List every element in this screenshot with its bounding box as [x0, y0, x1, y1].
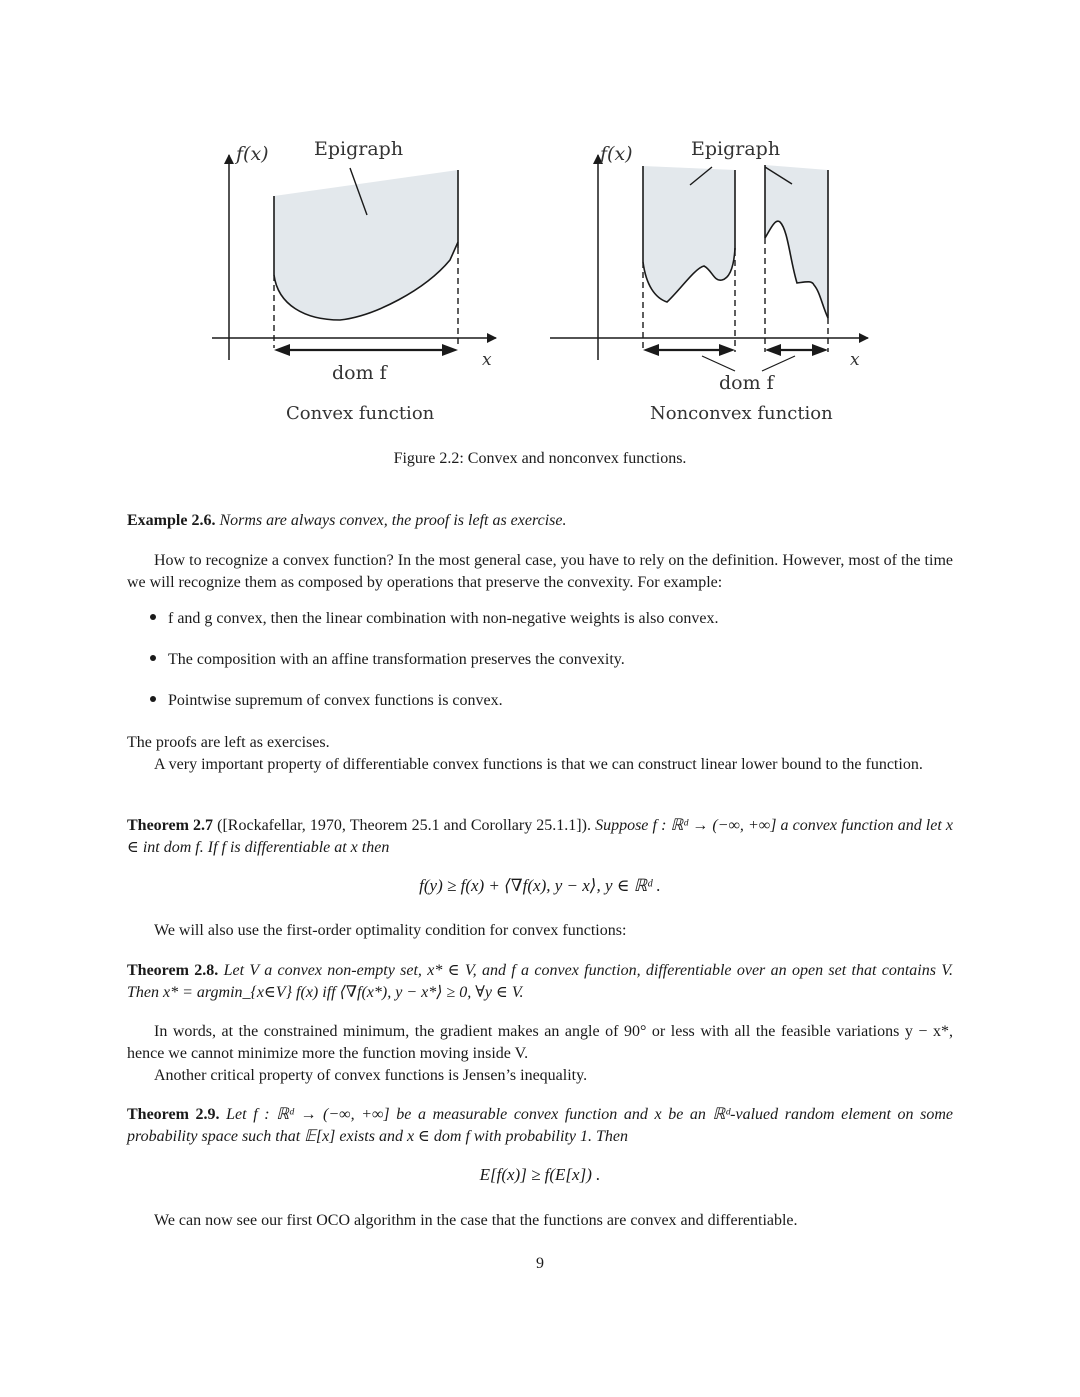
figure-caption: Figure 2.2: Convex and nonconvex functions. — [393, 450, 687, 467]
nonconvex-panel-title: Nonconvex function — [650, 403, 833, 424]
convex-y-axis-label: f(x) — [236, 143, 269, 165]
theorem-statement: Suppose f : ℝᵈ → (−∞, +∞] a convex function and let x ∈ int dom f. If f is differentiable at x then — [127, 817, 953, 856]
page-number: 9 — [536, 1255, 544, 1272]
convex-x-axis-label: x — [482, 350, 492, 370]
theorem-2-9-equation: E[f(x)] ≥ f(E[x]) . — [479, 1165, 601, 1184]
bullet-item: The composition with an affine transformation preserves the convexity. — [150, 651, 625, 669]
bullet-item: f and g convex, then the linear combination with non-negative weights is also convex. — [150, 610, 719, 628]
theorem-2-7-equation: f(y) ≥ f(x) + ⟨∇f(x), y − x⟩, y ∈ ℝᵈ . — [419, 876, 661, 895]
theorem-label: Theorem 2.8. — [127, 962, 219, 979]
paragraph-in-words: In words, at the constrained minimum, the gradient makes an angle of 90° or less with all the feasible variations y − x*, hence we cannot minimize more the function moving inside V. — [127, 1023, 953, 1062]
theorem-label: Theorem 2.7 — [127, 817, 214, 834]
nonconvex-x-axis-label: x — [850, 350, 860, 370]
nonconvex-y-axis-label: f(x) — [600, 143, 633, 165]
theorem-citation: ([Rockafellar, 1970, Theorem 25.1 and Corollary 25.1.1]). — [217, 817, 591, 834]
convex-epigraph-label: Epigraph — [314, 138, 404, 160]
paragraph-jensen: Another critical property of convex functions is Jensen’s inequality. — [154, 1067, 588, 1084]
convex-domain-label: dom f — [332, 362, 387, 384]
paragraph-first-order: We will also use the first-order optimality condition for convex functions: — [154, 922, 627, 939]
paragraph-property: A very important property of differentiable convex functions is that we can construct linear lower bound to the function. — [154, 756, 923, 773]
figure-convex-nonconvex — [200, 130, 900, 440]
bullet-icon — [150, 614, 156, 620]
figure-drawing — [200, 130, 900, 440]
paragraph-oco: We can now see our first OCO algorithm in the case that the functions are convex and differentiable. — [154, 1212, 798, 1229]
theorem-2-7 — [127, 815, 953, 858]
bullet-icon — [150, 696, 156, 702]
paragraph-proofs-left: The proofs are left as exercises. — [127, 734, 330, 751]
nonconvex-epigraph-label: Epigraph — [691, 138, 781, 160]
theorem-2-9 — [127, 1104, 953, 1147]
nonconvex-panel — [550, 155, 868, 371]
convex-panel — [212, 155, 496, 360]
example-label: Example 2.6. — [127, 512, 216, 529]
theorem-2-8 — [127, 960, 953, 1003]
convex-panel-title: Convex function — [286, 403, 435, 424]
paragraph-recognize: How to recognize a convex function? In the most general case, you have to rely on the definition. However, most of the time we will recognize them as composed by operations that preserve the convexity. For example: — [127, 552, 953, 591]
theorem-label: Theorem 2.9. — [127, 1106, 220, 1123]
example-text: Norms are always convex, the proof is left as exercise. — [219, 512, 567, 529]
bullet-item: Pointwise supremum of convex functions is convex. — [150, 692, 503, 710]
theorem-statement: Let V a convex non-empty set, x* ∈ V, and f a convex function, differentiable over an open set that contains V. Then x* = argmin_{x∈V} f(x) iff ⟨∇f(x*), y − x*⟩ ≥ 0, ∀y ∈ V. — [127, 962, 954, 1001]
example-2-6 — [127, 510, 953, 532]
nonconvex-domain-label: dom f — [719, 372, 774, 394]
theorem-statement: Let f : ℝᵈ → (−∞, +∞] be a measurable convex function and x be an ℝᵈ-valued random element on some probability space such that 𝔼[x] exists and x ∈ dom f with probability 1. Then — [127, 1106, 954, 1145]
bullet-icon — [150, 655, 156, 661]
